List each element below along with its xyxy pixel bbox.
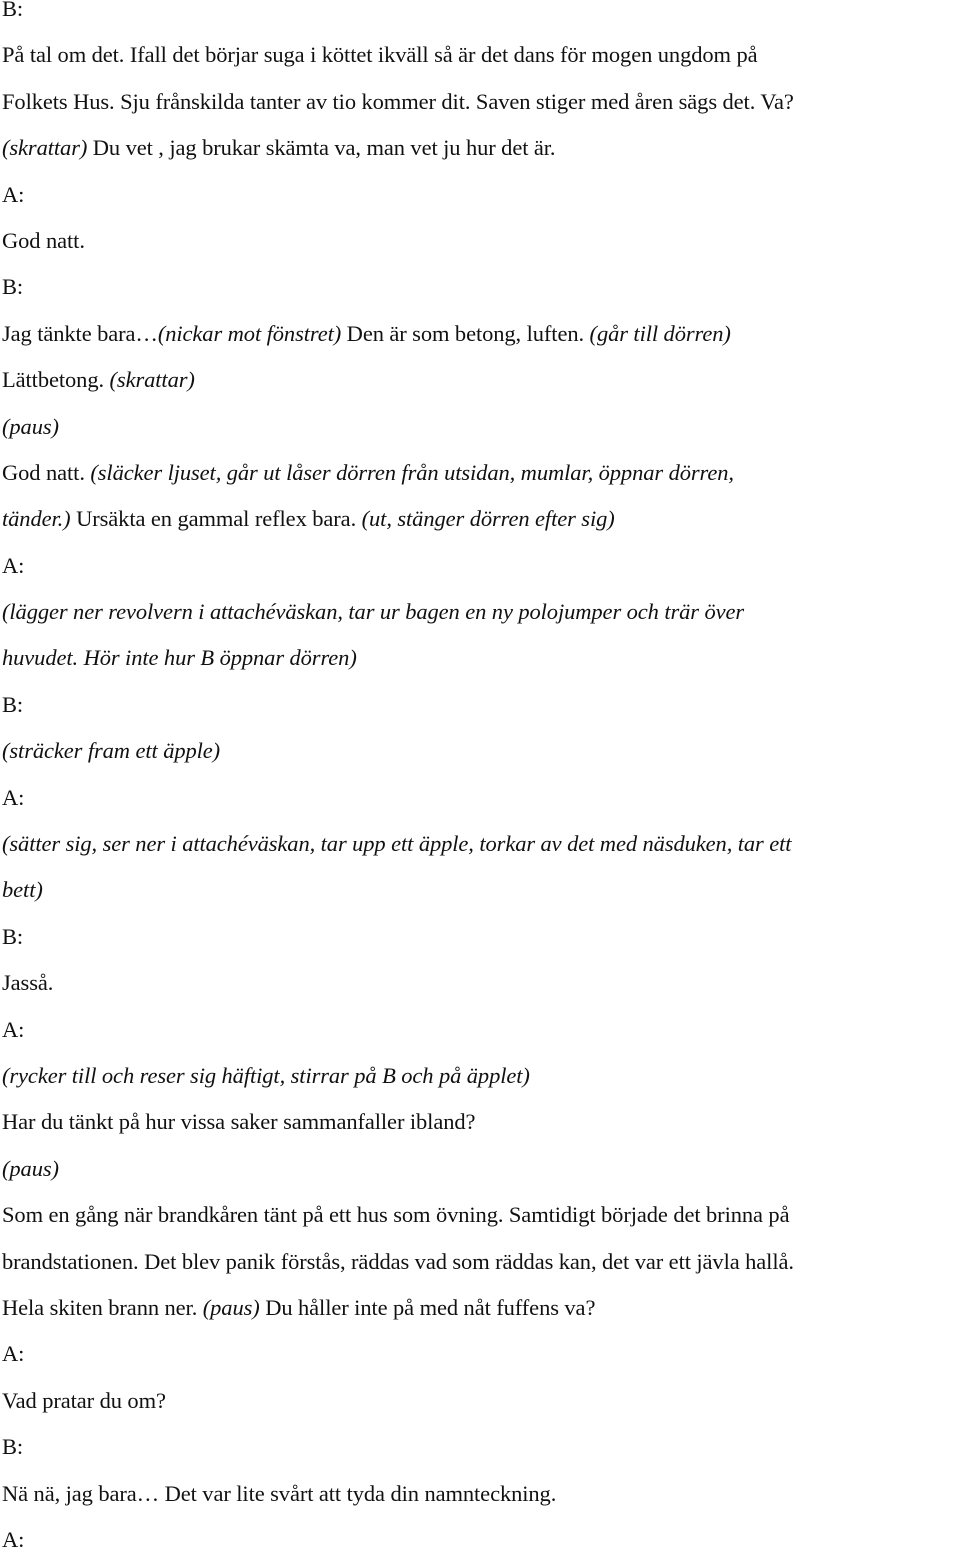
stage-direction: (skrattar) [2,135,88,161]
spoken-text: Jasså. [2,970,54,996]
dialogue-line [2,79,960,125]
spoken-text: B: [2,0,24,21]
dialogue-line [2,635,960,681]
stage-direction: (rycker till och reser sig häftigt, stirrar på B och på äpplet) [2,1062,530,1088]
stage-direction: (går till dörren) [589,320,731,346]
speaker-label [2,1331,960,1377]
dialogue-line [2,1239,960,1285]
dialogue-line [2,1285,960,1331]
spoken-text: B: [2,274,24,300]
stage-direction: (skrattar) [109,367,195,393]
spoken-text: A: [2,1526,25,1552]
speaker-label [2,172,960,218]
spoken-text: Har du tänkt på hur vissa saker sammanfaller ibland? [2,1109,476,1135]
stage-direction: (nickar mot fönstret) [157,320,342,346]
dialogue-line [2,218,960,264]
dialogue-line [2,450,960,496]
spoken-text: B: [2,691,24,717]
dialogue-line [2,1146,960,1192]
dialogue-line [2,1053,960,1099]
spoken-text: B: [2,1434,24,1460]
spoken-text: Jag tänkte bara… [2,320,158,346]
spoken-text: Den är som betong, luften. [341,320,590,346]
stage-direction: (lägger ner revolvern i attachéväskan, tar ur bagen en ny polojumper och trär över [2,599,745,625]
spoken-text: brandstationen. Det blev panik förstås, räddas vad som räddas kan, det var ett jävla hallå. [2,1248,794,1274]
speaker-label [2,1517,960,1563]
dialogue-line [2,728,960,774]
dialogue-line [2,821,960,867]
dialogue-line [2,1378,960,1424]
dialogue-line [2,1471,960,1517]
dialogue-line [2,125,960,171]
stage-direction: (ut, stänger dörren efter sig) [361,506,615,532]
speaker-label [2,682,960,728]
dialogue-line [2,404,960,450]
spoken-text: Lättbetong. [2,367,110,393]
stage-direction: huvudet. Hör inte hur B öppnar dörren) [2,645,357,671]
stage-direction: (paus) [202,1294,260,1320]
spoken-text: Nä nä, jag bara… Det var lite svårt att tyda din namnteckning. [2,1480,557,1506]
speaker-label [2,264,960,310]
speaker-label [2,1007,960,1053]
spoken-text: A: [2,1341,25,1367]
spoken-text: God natt. [2,459,91,485]
spoken-text: B: [2,923,24,949]
spoken-text: Hela skiten brann ner. [2,1294,203,1320]
dialogue-line [2,867,960,913]
spoken-text: A: [2,784,25,810]
speaker-label [2,1424,960,1470]
stage-direction: (sätter sig, ser ner i attachéväskan, tar upp ett äpple, torkar av det med näsduken, tar ett [2,831,792,857]
speaker-label [2,914,960,960]
dialogue-line [2,1192,960,1238]
stage-direction: tänder.) [2,506,71,532]
speaker-label [2,543,960,589]
dialogue-line [2,32,960,78]
spoken-text: God natt. [2,227,85,253]
spoken-text: Du vet , jag brukar skämta va, man vet ju hur det är. [87,135,556,161]
spoken-text: På tal om det. Ifall det börjar suga i köttet ikväll så är det dans för mogen ungdom på [2,42,758,68]
dialogue-line [2,1099,960,1145]
spoken-text: A: [2,181,25,207]
stage-direction: (paus) [2,1155,59,1181]
spoken-text: Folkets Hus. Sju frånskilda tanter av tio kommer dit. Saven stiger med åren sägs det. Va? [2,88,794,114]
dialogue-line [2,496,960,542]
spoken-text: Du håller inte på med nåt fuffens va? [259,1294,596,1320]
spoken-text: Ursäkta en gammal reflex bara. [70,506,362,532]
stage-direction: (släcker ljuset, går ut låser dörren från utsidan, mumlar, öppnar dörren, [90,459,734,485]
dialogue-line [2,357,960,403]
spoken-text: A: [2,552,25,578]
dialogue-line [2,960,960,1006]
stage-direction: bett) [2,877,43,903]
spoken-text: Som en gång när brandkåren tänt på ett hus som övning. Samtidigt började det brinna på [2,1202,790,1228]
stage-direction: (paus) [2,413,59,439]
spoken-text: A: [2,1016,25,1042]
speaker-label [2,0,960,32]
speaker-label [2,775,960,821]
dialogue-line [2,589,960,635]
spoken-text: Vad pratar du om? [2,1387,166,1413]
script-body [2,0,960,1563]
dialogue-line [2,311,960,357]
stage-direction: (sträcker fram ett äpple) [2,738,221,764]
